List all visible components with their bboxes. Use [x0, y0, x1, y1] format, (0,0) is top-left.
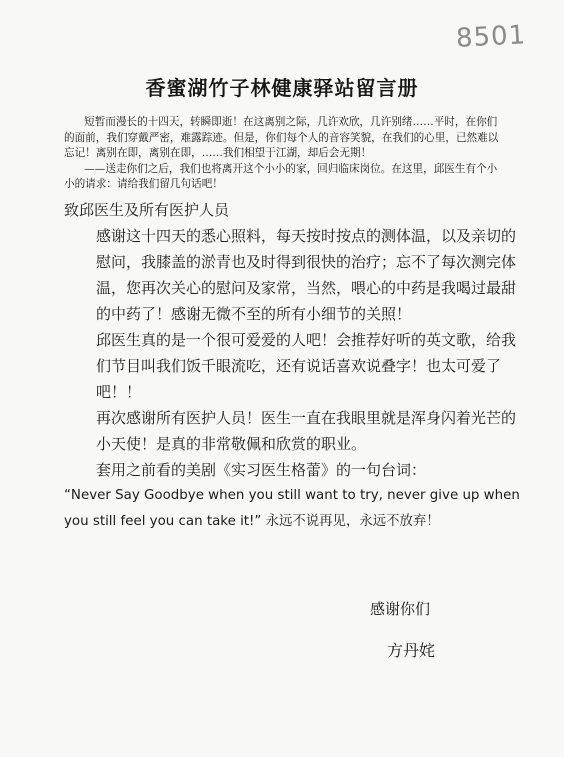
message-paragraph-4: 套用之前看的美剧《实习医生格蕾》的一句台词： — [96, 461, 427, 479]
handwritten-message — [64, 197, 526, 535]
message-closing: 感谢你们 — [370, 600, 431, 618]
message-salutation: 致邱医生及所有医护人员 — [64, 201, 230, 219]
document-title: 香蜜湖竹子林健康驿站留言册 — [145, 76, 419, 100]
message-signature: 方丹姹 — [387, 641, 436, 660]
message-paragraph-2: 邱医生真的是一个很可爱爱的人吧！会推荐好听的英文歌，给我们节目叫我们饭千眼流吃，还有说话喜欢说叠字！也太可爱了吧！！ — [96, 331, 517, 401]
page-number: 8501 — [455, 20, 527, 54]
message-paragraph-1: 感谢这十四天的悉心照料，每天按时按点的测体温，以及亲切的慰问，我膝盖的淤青也及时得到很快的治疗；忘不了每次测完体温，您再次关心的慰问及家常，当然，喂心的中药是我喝过最甜的中药了！感谢无微不至的所有小细节的关照！ — [96, 227, 517, 323]
intro-paragraph-2: ——送走你们之后，我们也将离开这个小小的家，回归临床岗位。在这里，邱医生有个小小的请求：请给我们留几句话吧！ — [64, 162, 498, 190]
message-quote: “Never Say Goodbye when you still want to try, never give up when you still feel you can take it!” 永远不说再见，永远不放弃！ — [64, 488, 520, 529]
intro-paragraph-1: 短暂而漫长的十四天，转瞬即逝！在这离别之际，几许欢欣，几许别绪……平时，在你们的面前，我们穿戴严密，难露踪迹。但是，你们每个人的音容笑貌，在我们的心里，已然难以忘记！离别在即，离别在即，……我们相望于江湖，却后会无期！ — [64, 116, 499, 159]
message-paragraph-3: 再次感谢所有医护人员！医生一直在我眼里就是浑身闪着光芒的小天使！是真的非常敬佩和欣赏的职业。 — [96, 409, 517, 453]
intro-text — [64, 115, 504, 193]
